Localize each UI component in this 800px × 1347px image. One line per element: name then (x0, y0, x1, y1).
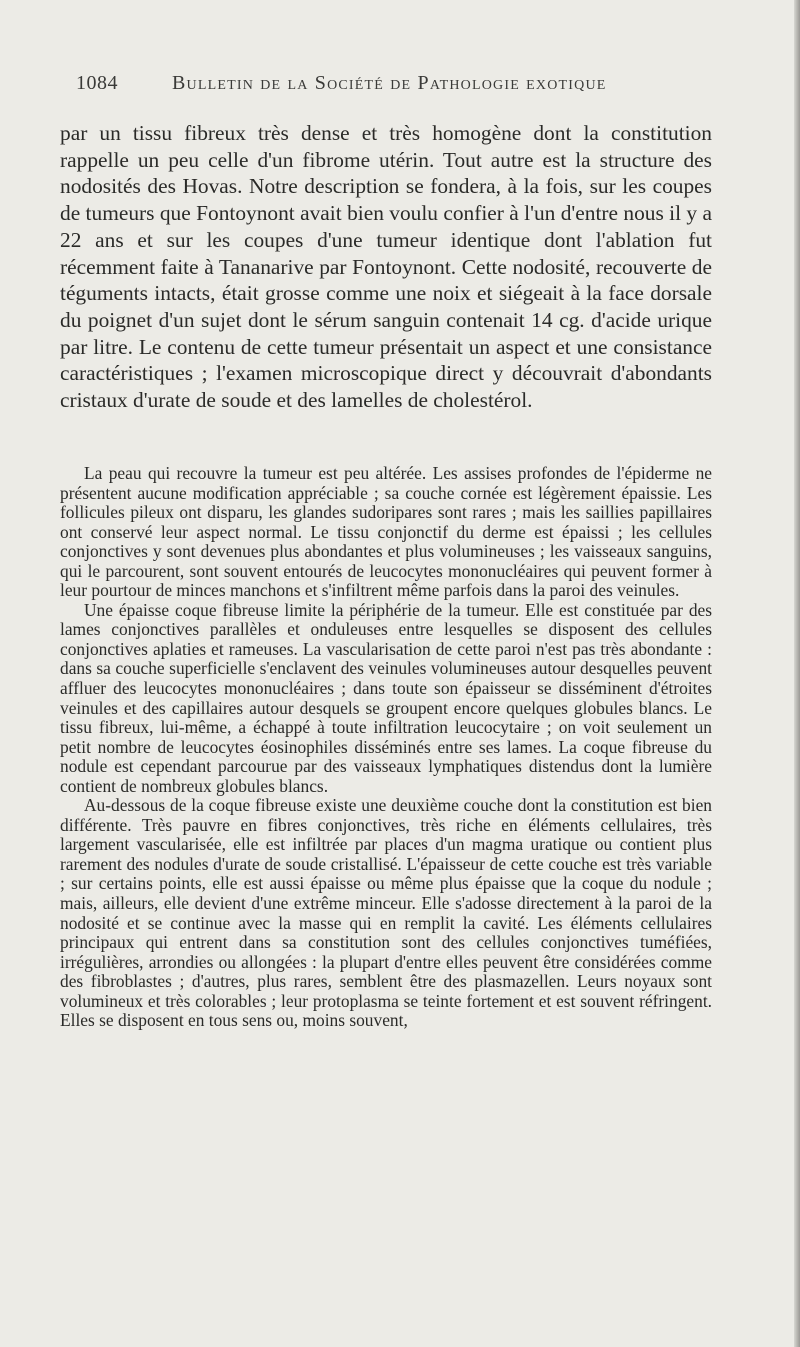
running-title: Bulletin de la Société de Pathologie exotique (172, 72, 607, 94)
body-text-small (60, 464, 712, 1031)
paragraph: par un tissu fibreux très dense et très homogène dont la constitution rappelle un peu celle d'un fibrome utérin. Tout autre est la structure des nodosités des Hovas. Notre description se fondera, à la fois, sur les coupes de tumeurs que Fontoynont avait bien voulu confier à l'un d'entre nous il y a 22 ans et sur les coupes d'une tumeur identique dont l'ablation fut récemment faite à Tananarive par Fontoynont. Cette nodosité, recouverte de téguments intacts, était grosse comme une noix et siégeait à la face dorsale du poignet d'un sujet dont le sérum sanguin contenait 14 cg. d'acide urique par litre. Le contenu de cette tumeur présentait un aspect et une consistance caractéristiques ; l'examen microscopique direct y découvrait d'abondants cristaux d'urate de soude et des lamelles de cholestérol. (60, 121, 712, 413)
paragraph: Une épaisse coque fibreuse limite la périphérie de la tumeur. Elle est constituée par des lames conjonctives parallèles et onduleuses entre lesquelles se disposent des cellules conjonctives aplaties et rameuses. La vascularisation de cette paroi n'est pas très abondante : dans sa couche superficielle s'enclavent des veinules volumineuses autour desquelles peuvent affluer des leucocytes mononucléaires ; dans toute son épaisseur se disséminent d'étroites veinules et des capillaires autour desquels se groupent encore quelques globules blancs. Le tissu fibreux, lui-même, a échappé à toute infiltration leucocytaire ; on voit seulement un petit nombre de leucocytes éosinophiles disséminés entre ses lames. La coque fibreuse du nodule est cependant parcourue par des vaisseaux lymphatiques distendus dont la lumière contient de nombreux globules blancs. (60, 599, 712, 796)
page-number: 1084 (76, 72, 118, 94)
body-text-large (60, 120, 712, 414)
paragraph: Au-dessous de la coque fibreuse existe une deuxième couche dont la constitution est bien différente. Très pauvre en fibres conjonctives, très riche en éléments cellulaires, très largement vascularisée, elle est infiltrée par places d'un magma uratique ou contient plus rarement des nodules d'urate de soude cristallisé. L'épaisseur de cette couche est très variable ; sur certains points, elle est aussi épaisse ou même plus épaisse que la coque du nodule ; mais, ailleurs, elle devient d'une extrême minceur. Elle s'adosse directement à la paroi de la nodosité et se continue avec la masse qui en remplit la cavité. Les éléments cellulaires principaux qui entrent dans sa constitution sont des cellules conjonctives tuméfiées, irrégulières, arrondies ou allongées : la plupart d'entre elles peuvent être considérées comme des fibroblastes ; d'autres, plus rares, semblent être des plasmazellen. Leurs noyaux sont volumineux et très colorables ; leur protoplasma se teinte fortement et est souvent réfringent. Elles se disposent en tous sens ou, moins souvent, (60, 795, 712, 1031)
page-edge-shadow (794, 0, 800, 1347)
paragraph: La peau qui recouvre la tumeur est peu altérée. Les assises profondes de l'épiderme ne présentent aucune modification appréciable ; sa couche cornée est légèrement épaissie. Les follicules pileux ont disparu, les glandes sudoripares sont rares ; mais les saillies papillaires ont conservé leur aspect normal. Le tissu conjonctif du derme est épaissi ; les cellules conjonctives y sont devenues plus abondantes et plus volumineuses ; les vaisseaux sanguins, qui le parcourent, sont souvent entourés de leucocytes mononucléaires qui peuvent former à leur pourtour de minces manchons et s'infiltrent même parfois dans la paroi des veinules. (60, 463, 712, 601)
running-header (76, 72, 636, 102)
